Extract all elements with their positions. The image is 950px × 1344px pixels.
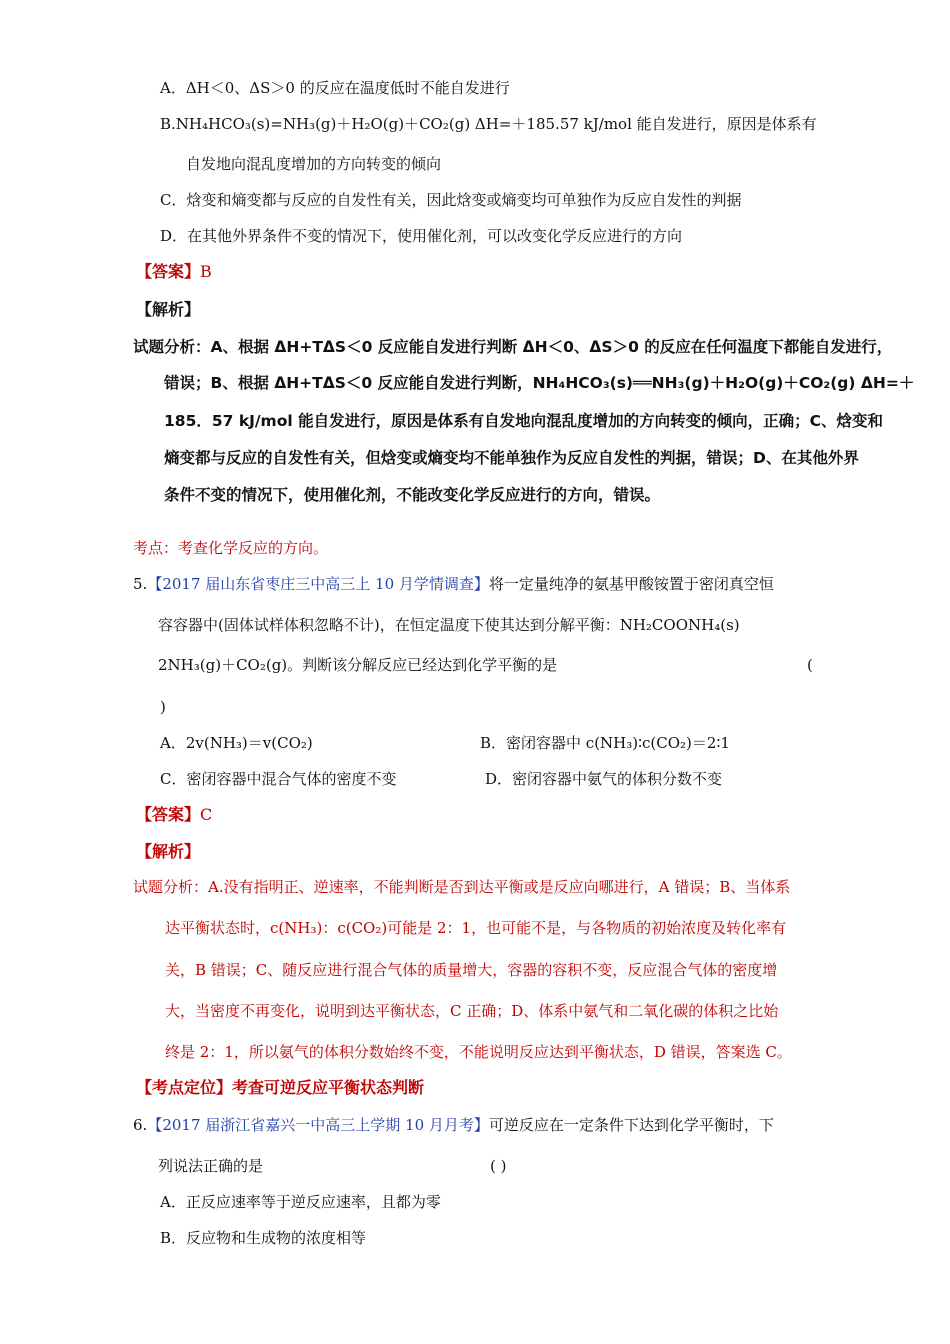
option-d: D．密闭容器中氨气的体积分数不变	[485, 770, 723, 788]
answer-value: B	[200, 262, 212, 281]
question-6-stem-line2: 列说法正确的是	[158, 1157, 264, 1175]
question-number: 6.	[133, 1116, 148, 1134]
analysis-line: 大，当密度不再变化，说明到达平衡状态，C 正确；D、体系中氨气和二氧化碳的体积之比始	[165, 1002, 779, 1020]
analysis-tag: 【解析】	[136, 300, 201, 319]
option-c: C．密闭容器中混合气体的密度不变	[160, 770, 397, 788]
option-b-line2: 自发地向混乱度增加的方向转变的倾向	[186, 155, 442, 173]
analysis-line: 达平衡状态时，c(NH₃)：c(CO₂)可能是 2：1，也可能不是，与各物质的初始浓度及转化率有	[165, 919, 787, 937]
option-c: C．焓变和熵变都与反应的自发性有关，因此焓变或熵变均可单独作为反应自发性的判据	[160, 191, 742, 209]
analysis-line: 熵变都与反应的自发性有关，但焓变或熵变均不能单独作为反应自发性的判据，错误；D、在其他外界	[164, 449, 859, 467]
analysis-line: 终是 2：1，所以氨气的体积分数始终不变，不能说明反应达到平衡状态，D 错误，答案选 C。	[165, 1043, 792, 1061]
question-6-stem-line1	[133, 1115, 774, 1135]
paren-open: (	[807, 656, 813, 674]
question-stem: 将一定量纯净的氨基甲酸铵置于密闭真空恒	[488, 575, 774, 593]
option-a: A．正反应速率等于逆反应速率，且都为零	[160, 1193, 441, 1211]
paren-close: )	[160, 698, 166, 716]
option-a: A．ΔH＜0、ΔS＞0 的反应在温度低时不能自发进行	[160, 79, 510, 97]
option-b-line1: B.NH₄HCO₃(s)=NH₃(g)＋H₂O(g)＋CO₂(g) ΔH=＋185.57 kJ/mol 能自发进行，原因是体系有	[160, 115, 817, 133]
answer-line	[136, 262, 212, 282]
option-b: B．密闭容器中 c(NH₃)∶c(CO₂)＝2∶1	[480, 734, 730, 752]
kaodian-line	[136, 1078, 424, 1098]
kaodian: 考点：考查化学反应的方向。	[133, 539, 329, 557]
analysis-line: 错误；B、根据 ΔH+TΔS＜0 反应能自发进行判断，NH₄HCO₃(s)══NH₃(g)＋H₂O(g)＋CO₂(g) ΔH=＋	[164, 374, 915, 392]
answer-value: C	[200, 805, 213, 824]
kaodian-tag: 【考点定位】	[136, 1078, 233, 1097]
analysis-line: 关，B 错误；C、随反应进行混合气体的质量增大，容器的容积不变，反应混合气体的密度增	[165, 961, 778, 979]
question-source: 【2017 届浙江省嘉兴一中高三上学期 10 月月考】	[147, 1116, 489, 1134]
analysis-line: 条件不变的情况下，使用催化剂，不能改变化学反应进行的方向，错误。	[164, 486, 661, 504]
analysis-tag: 【解析】	[136, 842, 201, 861]
option-a: A．2v(NH₃)＝v(CO₂)	[160, 734, 313, 752]
answer-tag: 【答案】	[136, 805, 201, 824]
analysis-line: 试题分析：A、根据 ΔH+TΔS＜0 反应能自发进行判断 ΔH＜0、ΔS＞0 的反应在任何温度下都能自发进行，	[133, 338, 893, 356]
question-stem: 可逆反应在一定条件下达到化学平衡时，下	[488, 1116, 774, 1134]
option-b: B．反应物和生成物的浓度相等	[160, 1229, 367, 1247]
question-5-stem-line1	[133, 574, 774, 594]
question-source: 【2017 届山东省枣庄三中高三上 10 月学情调查】	[147, 575, 489, 593]
analysis-line: 试题分析：A.没有指明正、逆速率，不能判断是否到达平衡或是反应向哪进行，A 错误；B、当体系	[133, 878, 791, 896]
answer-paren: ( )	[490, 1157, 507, 1175]
kaodian-text: 考查可逆反应平衡状态判断	[232, 1078, 425, 1097]
question-5-stem-line3: 2NH₃(g)＋CO₂(g)。判断该分解反应已经达到化学平衡的是	[158, 656, 558, 674]
question-5-stem-line2: 容容器中(固体试样体积忽略不计)，在恒定温度下使其达到分解平衡：NH₂COONH₄(s)	[158, 616, 740, 634]
analysis-line: 185．57 kJ/mol 能自发进行，原因是体系有自发地向混乱度增加的方向转变的倾向，正确；C、焓变和	[164, 412, 883, 430]
question-number: 5.	[133, 575, 148, 593]
answer-tag: 【答案】	[136, 262, 201, 281]
option-d: D．在其他外界条件不变的情况下，使用催化剂，可以改变化学反应进行的方向	[160, 227, 683, 245]
answer-line	[136, 805, 212, 825]
